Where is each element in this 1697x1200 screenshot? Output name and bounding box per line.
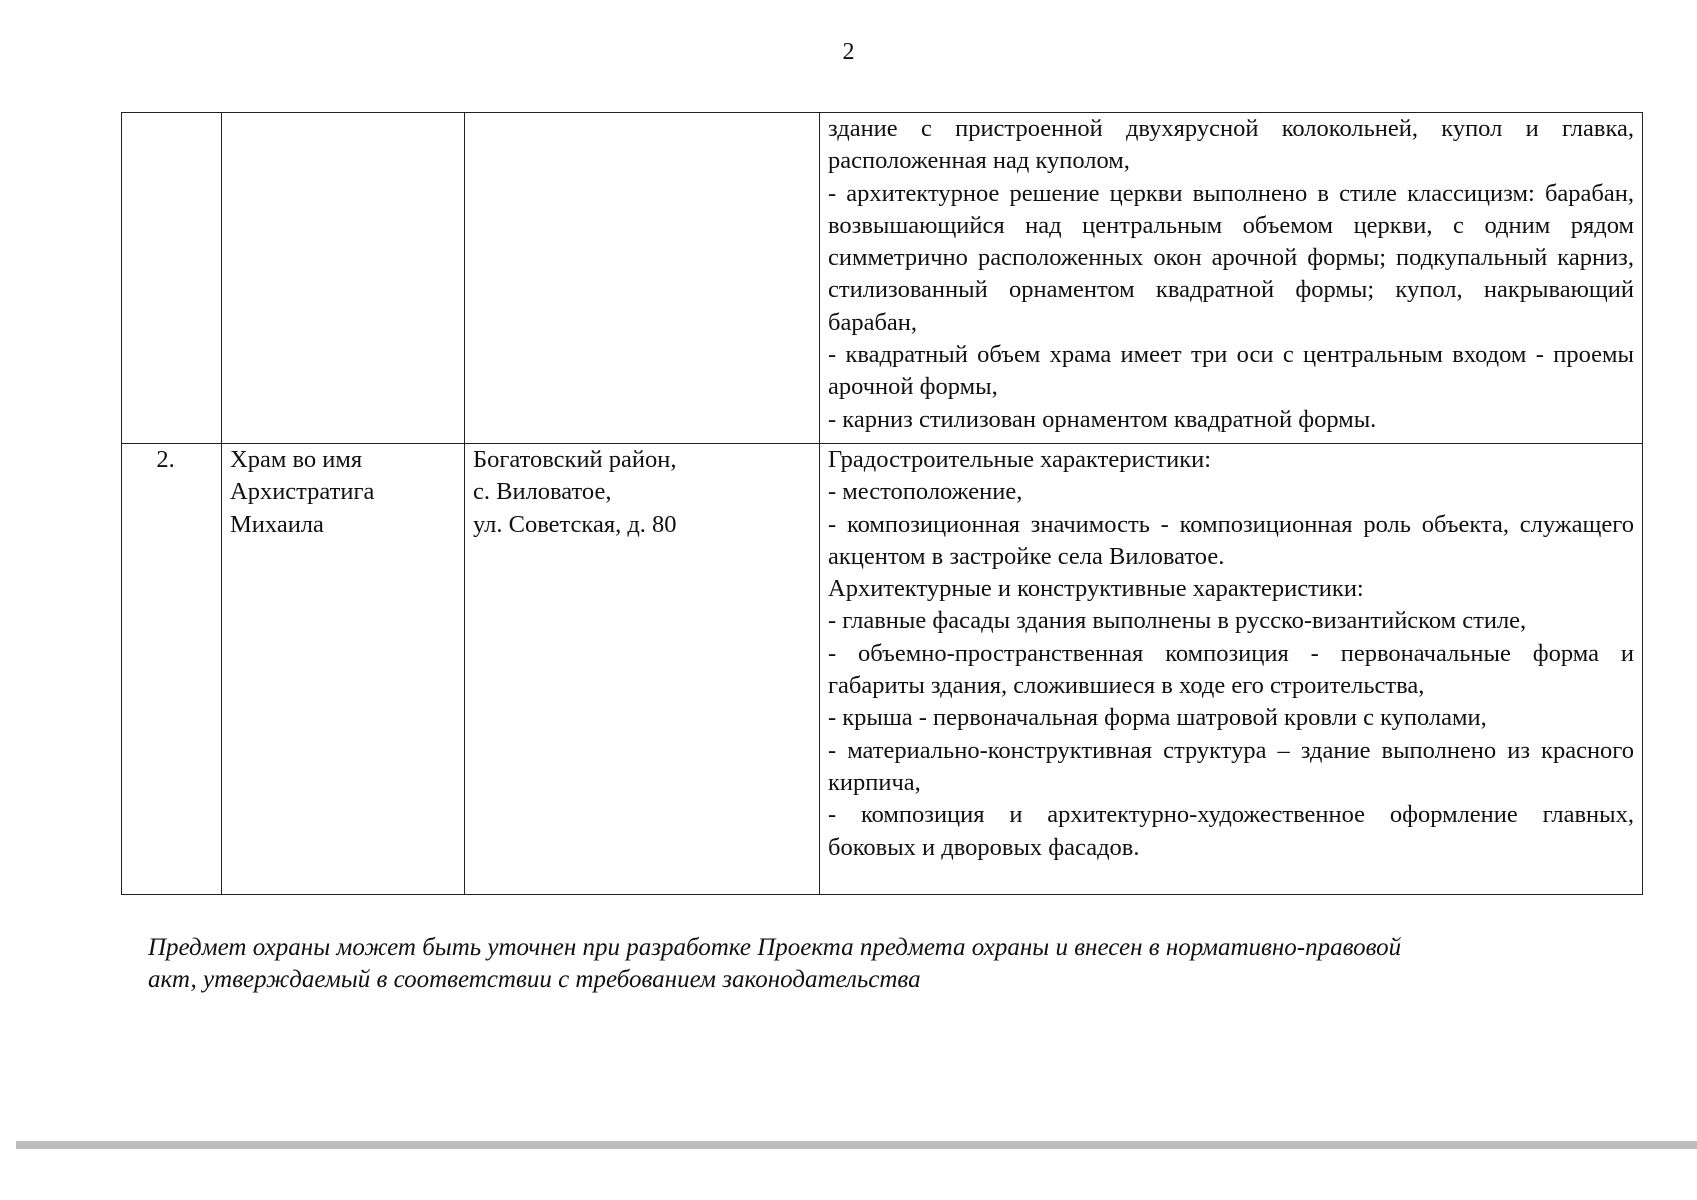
address-cell [465, 444, 820, 895]
scan-edge-bar [16, 1141, 1697, 1149]
description-paragraph: - объемно-пространственная композиция - первоначальные форма и габариты здания, сложившиеся в ходе его строительства, [828, 639, 1634, 700]
table-row-2 [122, 444, 1643, 895]
description-paragraph: - архитектурное решение церкви выполнено в стиле классицизм: барабан, возвышающийся над центральным объемом церкви, с одним рядом симметрично расположенных окон арочной формы; подкупальный карниз, стилизованный орнаментом квадратной формы; купол, накрывающий барабан, [828, 179, 1634, 336]
description-cell [820, 444, 1643, 895]
footnote-line: акт, утверждаемый в соответствии с требованием законодательства [148, 966, 921, 993]
name-line: Михаила [230, 510, 324, 538]
description-paragraph: - главные фасады здания выполнены в русско-византийском стиле, [828, 607, 1527, 635]
description-paragraph: - квадратный объем храма имеет три оси с центральным входом - проемы арочной формы, [828, 341, 1634, 401]
footnote-line: Предмет охраны может быть уточнен при разработке Проекта предмета охраны и внесен в нормативно-правовой [148, 934, 1402, 961]
description-paragraph: - местоположение, [828, 478, 1023, 506]
number-cell: 2. [122, 444, 222, 895]
page-number: 2 [842, 39, 855, 65]
description-paragraph: - композиционная значимость - композиционная роль объекта, служащего акцентом в застройке села Виловатое. [828, 510, 1634, 570]
description-cell [820, 113, 1643, 444]
description-paragraph: - материально-конструктивная структура – здание выполнено из красного кирпича, [828, 736, 1634, 796]
description-paragraph: - карниз стилизован орнаментом квадратной формы. [828, 405, 1377, 433]
name-line: Храм во имя [230, 446, 363, 473]
description-paragraph: Градостроительные характеристики: [828, 446, 1212, 473]
protection-subject-table [121, 112, 1643, 895]
name-cell [222, 113, 465, 444]
address-line: Богатовский район, [473, 446, 677, 473]
name-line: Архистратига [230, 478, 375, 506]
description-paragraph: здание с пристроенной двухярусной колокольней, купол и главка, расположенная над куполом, [828, 115, 1634, 175]
address-cell [465, 113, 820, 444]
number-cell [122, 113, 222, 444]
description-paragraph: Архитектурные и конструктивные характеристики: [828, 575, 1364, 603]
address-line: с. Виловатое, [473, 478, 612, 506]
description-paragraph: - композиция и архитектурно-художественное оформление главных, боковых и дворовых фасадов. [828, 801, 1634, 861]
footnote [148, 932, 1548, 996]
address-line: ул. Советская, д. 80 [473, 510, 677, 538]
description-paragraph: - крыша - первоначальная форма шатровой кровли с куполами, [828, 704, 1487, 732]
table-row-continuation [122, 113, 1643, 444]
name-cell [222, 444, 465, 895]
